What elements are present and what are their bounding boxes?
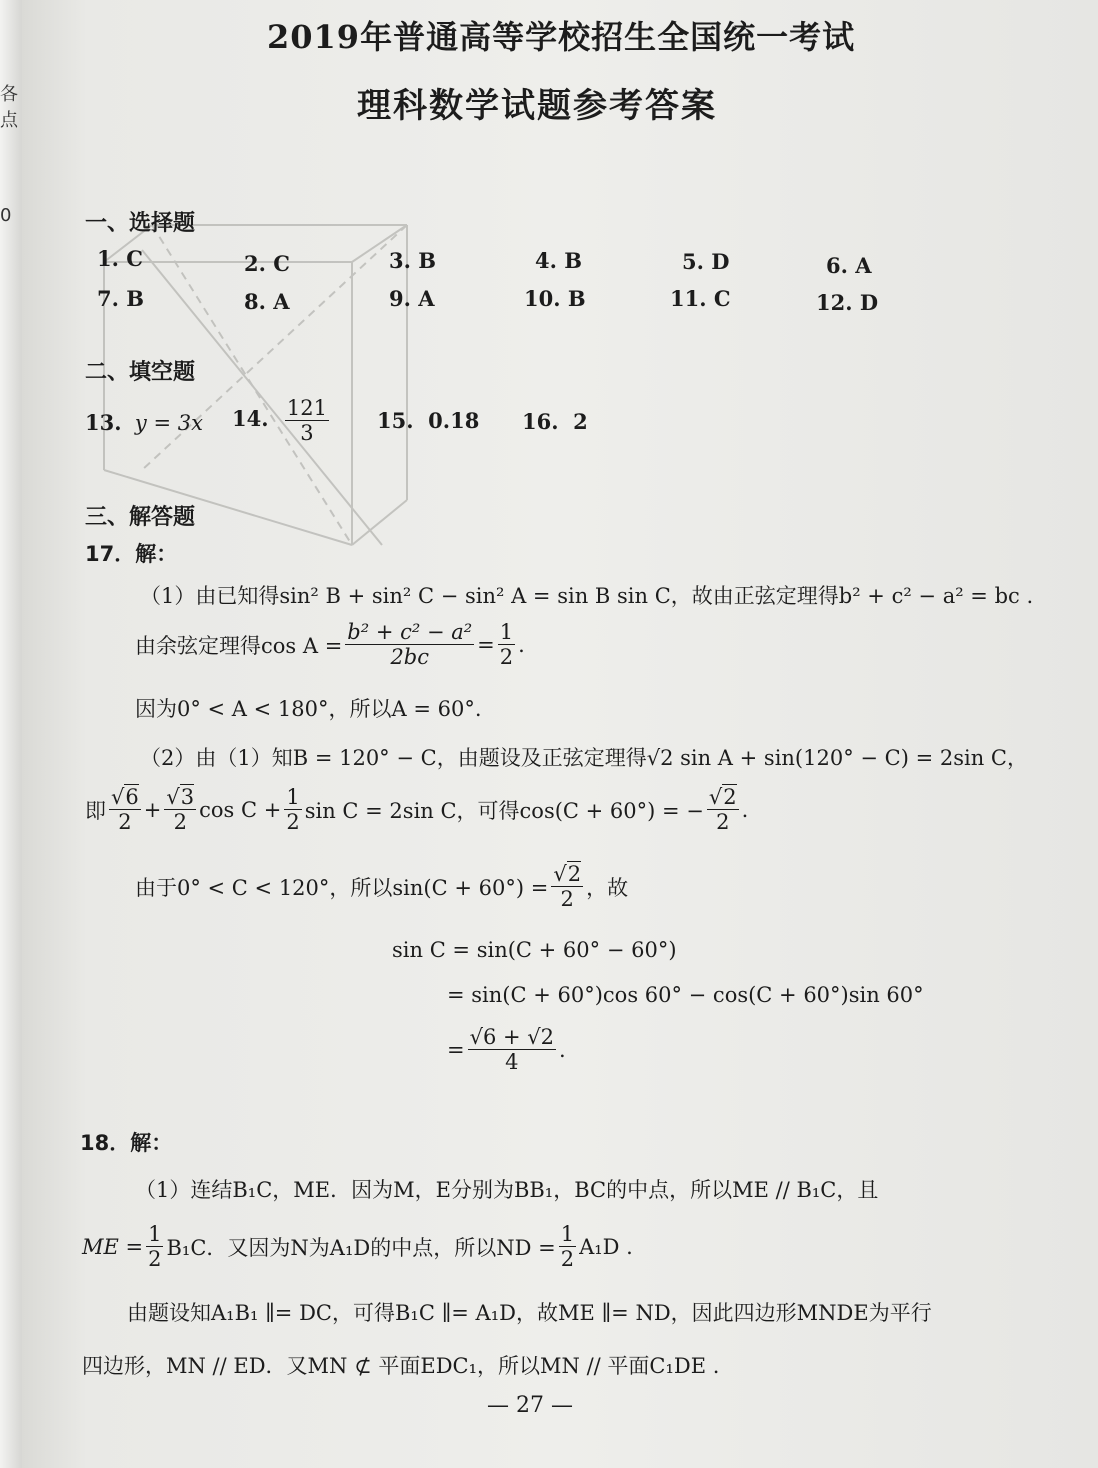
answer-page	[22, 0, 1098, 1468]
text-segment: sin C = 2sin C，可得cos(C + 60°) = −	[304, 798, 704, 823]
fraction-denominator: 2bc	[390, 645, 430, 670]
answer-item	[535, 248, 582, 273]
solution-17-line4: （2）由（1）知B = 120° − C，由题设及正弦定理得√2 sin A + sin(120° − C) = 2sin C，	[140, 746, 1028, 770]
answer-number: 7.	[97, 286, 119, 311]
solution-18-line3: 由题设知A₁B₁ ∥= DC，可得B₁C ∥= A₁D，故ME ∥= ND，因此四边形MNDE为平行	[127, 1301, 932, 1325]
answer-letter: B	[418, 248, 436, 273]
spine-mark: 0	[0, 205, 12, 226]
answer-letter: A	[855, 253, 872, 278]
text-segment: 即	[85, 798, 106, 823]
text-segment: ，故	[586, 875, 629, 900]
solution-17-label: 17．解：	[85, 542, 178, 566]
fraction	[285, 396, 329, 445]
solution-17-eq3: = $\frac{√6 + √2}{4}$ .	[447, 1025, 566, 1075]
answer-item	[244, 289, 290, 314]
fraction-numerator: 121	[286, 396, 327, 420]
answer-number: 11.	[670, 286, 707, 311]
solution-17-line5: 即 $\frac{√6}{2}$ + $\frac{√3}{2}$ cos C + $\frac{1}{2}$ sin C = 2sin C，可得cos(C + 60°) = − $\frac{√2}{2}$ .	[85, 785, 749, 835]
answer-number: 4.	[535, 248, 557, 273]
text-segment: 由于0° < C < 120°，所以sin(C + 60°) =	[135, 875, 549, 900]
answer-item	[826, 253, 872, 278]
answer-letter: B	[564, 248, 582, 273]
fraction: $\frac{√2}{2}$	[553, 862, 582, 912]
answer-item	[682, 249, 729, 274]
fraction: $\frac{√2}{2}$	[708, 785, 737, 835]
solution-17-eq1: sin C = sin(C + 60° − 60°)	[392, 938, 677, 962]
answer-number: 14.	[232, 406, 269, 432]
answer-14	[232, 396, 332, 445]
answer-item	[389, 248, 436, 273]
solution-18-label: 18．解：	[80, 1131, 173, 1155]
text-segment: A₁D .	[579, 1234, 633, 1259]
text-segment: 由余弦定理得cos A =	[135, 633, 343, 658]
answer-number: 6.	[826, 253, 848, 278]
answer-item	[244, 251, 290, 276]
book-spine	[0, 0, 22, 1468]
answer-letter: C	[126, 246, 143, 271]
answer-item	[524, 286, 586, 311]
text-segment: cos C +	[199, 797, 282, 822]
answer-number: 16.	[522, 409, 559, 434]
answer-number: 13.	[85, 410, 122, 435]
fraction	[468, 1025, 556, 1074]
answer-letter: A	[273, 289, 290, 314]
answer-value: y = 3x	[134, 411, 203, 435]
fraction	[345, 620, 474, 669]
answer-number: 10.	[524, 286, 561, 311]
answer-number: 3.	[389, 248, 411, 273]
answer-number: 2.	[244, 251, 266, 276]
title-line1: 2019年普通高等学校招生全国统一考试	[267, 18, 856, 56]
solution-17-line3: 因为0° < A < 180°，所以A = 60°.	[135, 697, 482, 721]
answer-letter: C	[713, 286, 731, 311]
solution-17-line6	[135, 862, 628, 911]
section-heading-choice: 一、选择题	[85, 211, 196, 236]
answer-number: 12.	[816, 290, 853, 315]
fraction-numerator: b² + c² − a²	[347, 620, 473, 644]
fraction: $\frac{1}{2}$	[286, 785, 300, 835]
answer-value: 2	[573, 409, 588, 434]
section-heading-fill: 二、填空题	[85, 360, 196, 385]
solution-18-line2	[82, 1222, 633, 1271]
answer-letter: A	[418, 286, 435, 311]
fraction: $\frac{1}{2}$	[560, 1222, 575, 1272]
answer-item	[389, 286, 435, 311]
fraction: $\frac{√3}{2}$	[166, 785, 195, 835]
answer-number: 5.	[682, 249, 704, 274]
text-segment: ME =	[82, 1234, 144, 1259]
answer-letter: D	[859, 290, 879, 315]
answer-value: 0.18	[428, 408, 480, 433]
answer-item	[97, 246, 143, 271]
answer-15	[377, 408, 479, 433]
answer-letter: D	[711, 249, 730, 274]
solution-18-line4: 四边形，MN // ED．又MN ⊄ 平面EDC₁，所以MN // 平面C₁DE .	[82, 1354, 720, 1378]
answer-item	[670, 286, 731, 311]
answer-letter: C	[273, 251, 290, 276]
page-number: — 27 —	[487, 1393, 573, 1418]
fraction-denominator: 3	[300, 421, 314, 446]
fraction-numerator: 1	[499, 620, 514, 644]
answer-letter: B	[126, 286, 144, 311]
answer-letter: B	[567, 286, 586, 311]
answer-16	[522, 409, 588, 434]
title-line2: 理科数学试题参考答案	[357, 86, 717, 126]
answer-item	[816, 290, 878, 315]
section-heading-solutions: 三、解答题	[85, 505, 196, 530]
answer-number: 9.	[389, 286, 411, 311]
fraction-denominator: 4	[505, 1050, 519, 1075]
answer-item	[97, 286, 144, 311]
answer-number: 15.	[377, 408, 414, 433]
fraction-denominator: 2	[499, 645, 514, 670]
answer-number: 8.	[244, 289, 266, 314]
answer-13	[85, 410, 203, 435]
text-segment: =	[447, 1037, 465, 1062]
text-segment: B₁C．又因为N为A₁D的中点，所以ND =	[166, 1235, 556, 1260]
answer-number: 1.	[97, 246, 119, 271]
fraction: $\frac{1}{2}$	[148, 1222, 162, 1272]
text-segment: =	[477, 632, 495, 657]
fraction: $\frac{√6}{2}$	[111, 785, 139, 835]
solution-17-line1: （1）由已知得sin² B + sin² C − sin² A = sin B sin C，故由正弦定理得b² + c² − a² = bc .	[140, 584, 1034, 608]
solution-18-line1: （1）连结B₁C，ME．因为M，E分别为BB₁，BC的中点，所以ME // B₁C，且	[135, 1178, 879, 1202]
fraction-numerator: √6 + √2	[469, 1025, 555, 1049]
solution-17-eq2: = sin(C + 60°)cos 60° − cos(C + 60°)sin 60°	[447, 983, 924, 1007]
solution-17-line2: 由余弦定理得cos A = $\frac{\text{b² + c² − a²}}{2bc}$ = $\frac{1}{2}$ .	[135, 620, 525, 670]
spine-mark: 各点	[0, 84, 18, 131]
fraction	[498, 620, 515, 669]
